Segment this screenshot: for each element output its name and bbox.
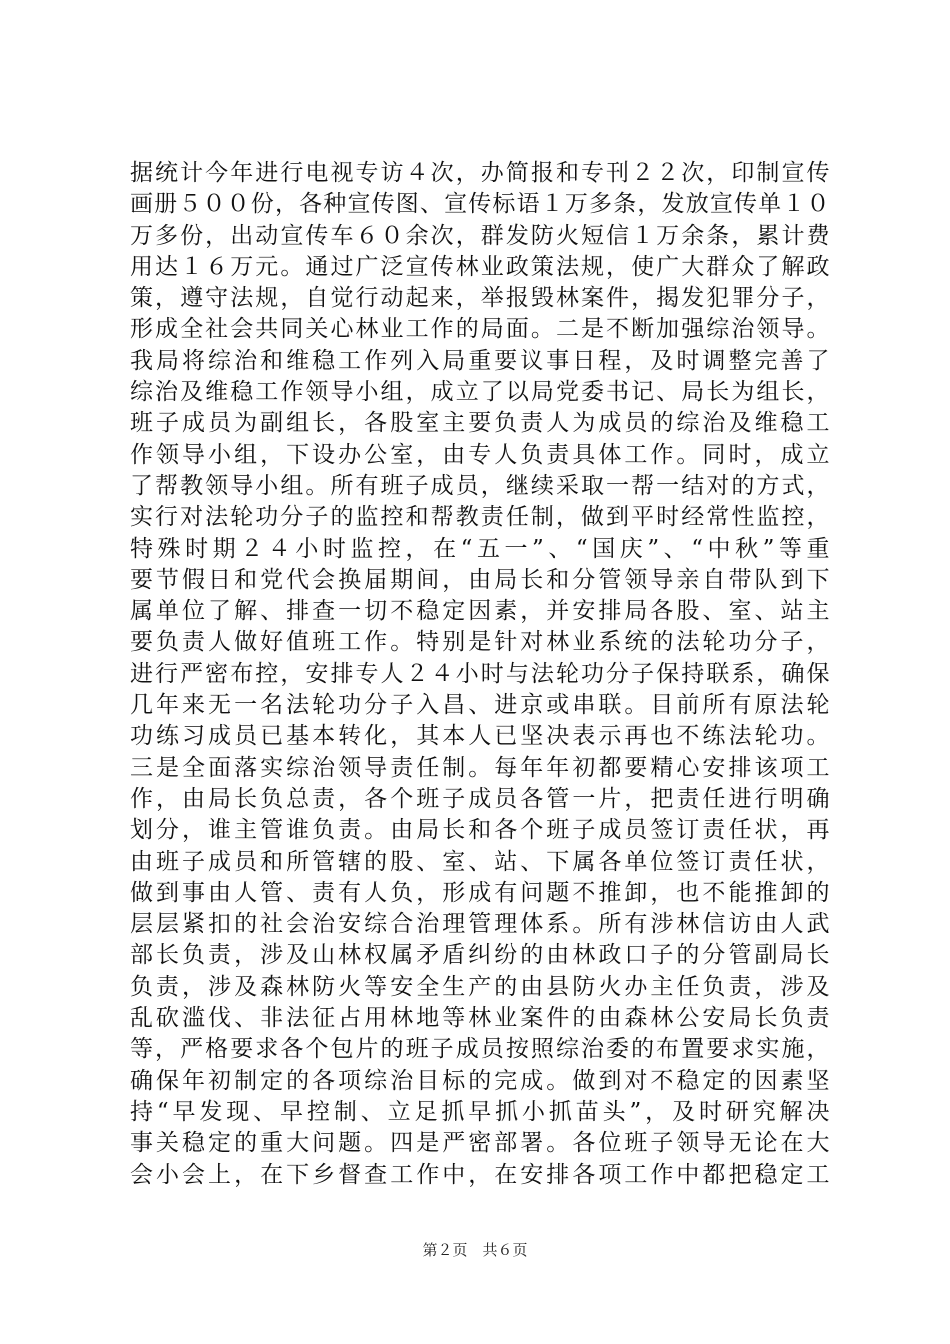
text-line: 策，遵守法规，自觉行动起来，举报毁林案件，揭发犯罪分子， — [130, 285, 830, 312]
text-line: 属单位了解、排查一切不稳定因素，并安排局各股、室、站主 — [130, 598, 830, 625]
text-line: 会小会上，在下乡督查工作中，在安排各项工作中都把稳定工 — [130, 1161, 830, 1188]
text-line: 三是全面落实综治领导责任制。每年年初都要精心安排该项工 — [130, 754, 830, 781]
text-line: 作，由局长负总责，各个班子成员各管一片，把责任进行明确 — [130, 785, 830, 812]
text-line: 作领导小组，下设办公室，由专人负责具体工作。同时，成立 — [130, 441, 830, 468]
text-line: 用达１６万元。通过广泛宣传林业政策法规，使广大群众了解政 — [130, 253, 830, 280]
text-line: 要负责人做好值班工作。特别是针对林业系统的法轮功分子， — [130, 629, 830, 656]
text-line: 乱砍滥伐、非法征占用林地等林业案件的由森林公安局长负责 — [130, 1005, 830, 1032]
text-line: 万多份，出动宣传车６０余次，群发防火短信１万余条，累计费 — [130, 222, 830, 249]
text-line: 综治及维稳工作领导小组，成立了以局党委书记、局长为组长， — [130, 379, 830, 406]
text-line: 几年来无一名法轮功分子入昌、进京或串联。目前所有原法轮 — [130, 692, 830, 719]
text-line: 特殊时期２４小时监控，在“五一”、“国庆”、“中秋”等重 — [130, 535, 830, 562]
text-line: 我局将综治和维稳工作列入局重要议事日程，及时调整完善了 — [130, 347, 830, 374]
text-line: 层层紧扣的社会治安综合治理管理体系。所有涉林信访由人武 — [130, 911, 830, 938]
text-line: 实行对法轮功分子的监控和帮教责任制，做到平时经常性监控， — [130, 504, 830, 531]
text-line: 画册５００份，各种宣传图、宣传标语１万多条，发放宣传单１０ — [130, 191, 830, 218]
text-line: 进行严密布控，安排专人２４小时与法轮功分子保持联系，确保 — [130, 660, 830, 687]
text-line: 负责，涉及森林防火等安全生产的由县防火办主任负责，涉及 — [130, 973, 830, 1000]
body-text — [130, 158, 830, 1191]
text-line: 持“早发现、早控制、立足抓早抓小抓苗头”，及时研究解决 — [130, 1098, 830, 1125]
text-line: 由班子成员和所管辖的股、室、站、下属各单位签订责任状， — [130, 848, 830, 875]
text-line: 形成全社会共同关心林业工作的局面。二是不断加强综治领导。 — [130, 316, 830, 343]
text-line: 确保年初制定的各项综治目标的完成。做到对不稳定的因素坚 — [130, 1067, 830, 1094]
text-line: 据统计今年进行电视专访４次，办简报和专刊２２次，印制宣传 — [130, 160, 830, 186]
page-footer: 第２页 共６页 — [422, 1241, 528, 1259]
text-line: 班子成员为副组长，各股室主要负责人为成员的综治及维稳工 — [130, 410, 830, 437]
text-line: 功练习成员已基本转化，其本人已坚决表示再也不练法轮功。 — [130, 723, 830, 750]
text-line: 事关稳定的重大问题。四是严密部署。各位班子领导无论在大 — [130, 1130, 830, 1157]
text-line: 要节假日和党代会换届期间，由局长和分管领导亲自带队到下 — [130, 566, 830, 593]
text-line: 做到事由人管、责有人负，形成有问题不推卸，也不能推卸的 — [130, 879, 830, 906]
text-line: 部长负责，涉及山林权属矛盾纠纷的由林政口子的分管副局长 — [130, 942, 830, 969]
text-line: 划分，谁主管谁负责。由局长和各个班子成员签订责任状，再 — [130, 817, 830, 844]
text-line: 等，严格要求各个包片的班子成员按照综治委的布置要求实施， — [130, 1036, 830, 1063]
text-line: 了帮教领导小组。所有班子成员，继续采取一帮一结对的方式， — [130, 472, 830, 499]
